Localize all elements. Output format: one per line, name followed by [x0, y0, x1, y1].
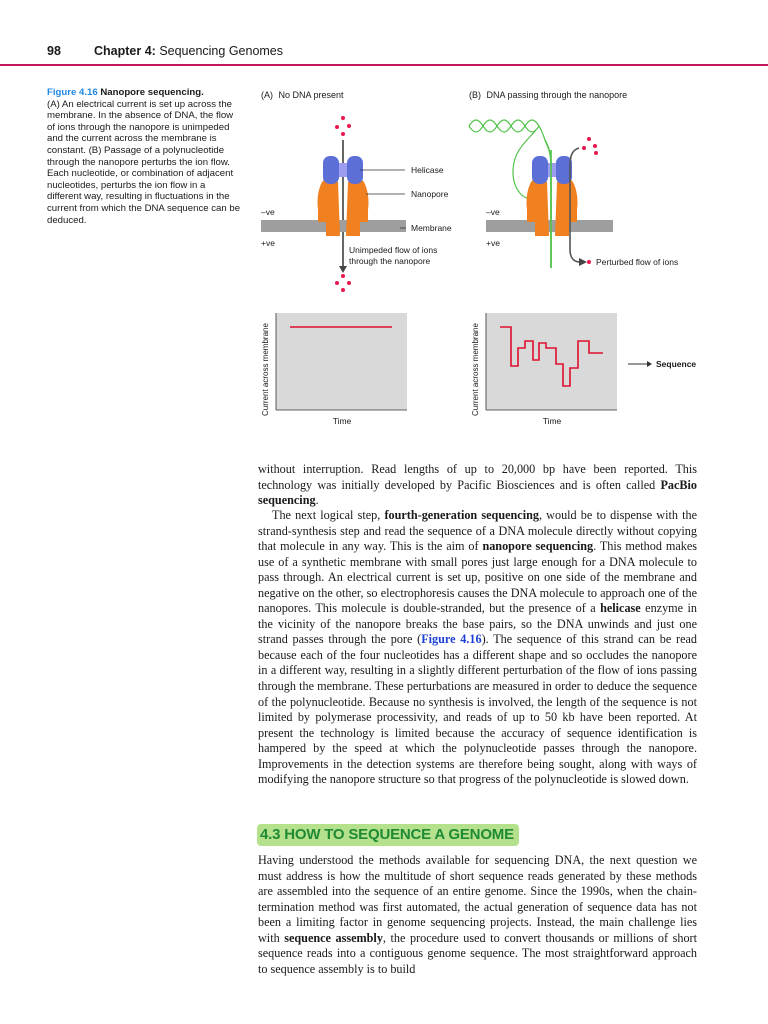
paragraph-assembly — [258, 853, 697, 977]
unimpeded-flow-label-2: through the nanopore — [349, 256, 431, 266]
p2-text-c: , would be to dispense with the strand-synthesis step and read the sequence of a DNA molecule directly without copying that molecule in any way. This is the aim of — [258, 508, 698, 554]
dna-double-helix — [469, 120, 545, 140]
paragraph-pacbio — [258, 462, 697, 509]
figure-caption — [47, 87, 242, 226]
term-pacbio-sequencing: PacBio sequencing — [258, 477, 697, 508]
plot-b-ylabel: Current across membrane — [471, 323, 480, 416]
figure-4-16-link[interactable]: Figure 4.16 — [421, 632, 482, 647]
term-sequence-assembly: sequence assembly — [284, 930, 383, 945]
panel-a-letter: (A) — [261, 90, 273, 100]
p2-text-a: The next logical step, — [272, 508, 385, 522]
positive-label-a: +ve — [261, 238, 275, 248]
panel-b-heading — [469, 90, 627, 100]
ion-flow-arrowhead-a — [339, 266, 347, 273]
perturbed-flow-arrowhead — [579, 258, 587, 266]
chapter-label: Chapter 4: — [94, 44, 156, 58]
membrane-label: Membrane — [411, 223, 452, 233]
ions-top-a — [335, 116, 351, 136]
plot-b-xlabel: Time — [542, 416, 562, 426]
p2-text-e: . This method makes use of a synthetic membrane with small pores just large enough for a DNA molecule to pass through. An electrical current is set up, positive on one side of the membrane and negative on the other, so electrophoresis causes the DNA molecule to approach one of the nanopores. This molecule is double-stranded, but the presence of a — [258, 539, 697, 616]
ions-bottom-a — [335, 274, 351, 292]
helicase-left-b — [532, 156, 548, 184]
section-heading: 4.3 HOW TO SEQUENCE A GENOME — [257, 824, 519, 846]
page-header — [0, 0, 768, 66]
p1-text-a: without interruption. Read lengths of up to 20,000 bp have been reported. This technology was initially developed by Pacific Biosciences and is often called — [258, 462, 697, 492]
paragraph-nanopore — [258, 508, 697, 788]
negative-label-a: –ve — [261, 207, 275, 217]
negative-label-b: –ve — [486, 207, 500, 217]
perturbed-flow-label: Perturbed flow of ions — [596, 257, 679, 267]
caption-text: (A) An electrical current is set up across the membrane. In the absence of DNA, the flow of ions through the nanopore is unimpeded and the current across the membrane is constant. (B) Passage of a polynucleotide through the nanopore perturbs the ion flow. Each nucleotide, or combination of adjacent nucleotides, perturbs the ion flow in a different way, resulting in fluctuations in the current from which the DNA sequence can be deduced. — [47, 98, 241, 226]
p3-text-c: , the procedure used to convert thousands or millions of short sequence reads into a contiguous genome sequence. The most straightforward approach to sequence assembly is to build — [258, 930, 697, 976]
helicase-left-a — [323, 156, 339, 184]
running-head — [94, 44, 283, 58]
page-number: 98 — [47, 44, 61, 58]
p1-text-c: . — [315, 493, 319, 508]
helicase-core-a — [339, 163, 347, 177]
panel-a-heading — [261, 90, 344, 100]
header-rule — [0, 64, 768, 66]
plot-a-ylabel: Current across membrane — [261, 323, 270, 416]
unimpeded-flow-label-1: Unimpeded flow of ions — [349, 245, 438, 255]
term-fourth-generation: fourth-generation sequencing — [384, 508, 539, 522]
helicase-core-b — [548, 163, 556, 177]
term-nanopore-sequencing: nanopore sequencing — [482, 539, 594, 554]
term-helicase: helicase — [600, 601, 641, 616]
ions-top-b — [582, 137, 598, 155]
p2-text-h: ). The sequence of this strand can be read because each of the four nucleotides has a different shape and so occludes the nanopore in a different way, resulting in a slightly different perturbation of the flow of ions passing through the membrane. These perturbations are measured in order to deduce the sequence of the polynucleotide. Because no synthesis is involved, the length of the sequence is not limited by polymerase processivity, and reads of up to 50 kb have been reported. At present the technology is limited because the accuracy of sequence identification is hampered by the speed at which the polynucleotide passes through the nanopore. Improvements in the detection systems are therefore being sought, along with ways of modifying the nanopore structure so that progress of the polynucleotide is slowed down. — [258, 632, 697, 787]
nanopore-figure — [250, 80, 710, 440]
membrane-b — [486, 220, 613, 232]
figure-title: Nanopore sequencing. — [100, 87, 204, 98]
panel-a-title: No DNA present — [278, 90, 344, 100]
p3-text-a: Having understood the methods available for sequencing DNA, the next question we must address is how the multitude of short sequence reads generated by these methods are assembled into the sequence of an entire genome. Since the 1990s, when the chain-termination method was first automated, the actual generation of sequence data has not been a limiting factor in genome sequencing projects. Instead, the main challenge lies with — [258, 853, 697, 945]
sequence-arrowhead — [647, 361, 652, 367]
nanopore-label: Nanopore — [411, 189, 449, 199]
figure-label: Figure 4.16 — [47, 87, 98, 98]
positive-label-b: +ve — [486, 238, 500, 248]
p2-text-g: enzyme in the vicinity of the nanopore breaks the base pairs, so the DNA unwinds and just one strand passes through the pore ( — [258, 601, 697, 647]
plot-a-xlabel: Time — [332, 416, 352, 426]
perturbed-ion-dot — [587, 260, 591, 264]
helicase-label: Helicase — [411, 165, 444, 175]
sequence-label: Sequence — [656, 359, 697, 369]
panel-b-title: DNA passing through the nanopore — [486, 90, 628, 100]
chapter-title: Sequencing Genomes — [159, 44, 284, 58]
panel-b-letter: (B) — [469, 90, 481, 100]
